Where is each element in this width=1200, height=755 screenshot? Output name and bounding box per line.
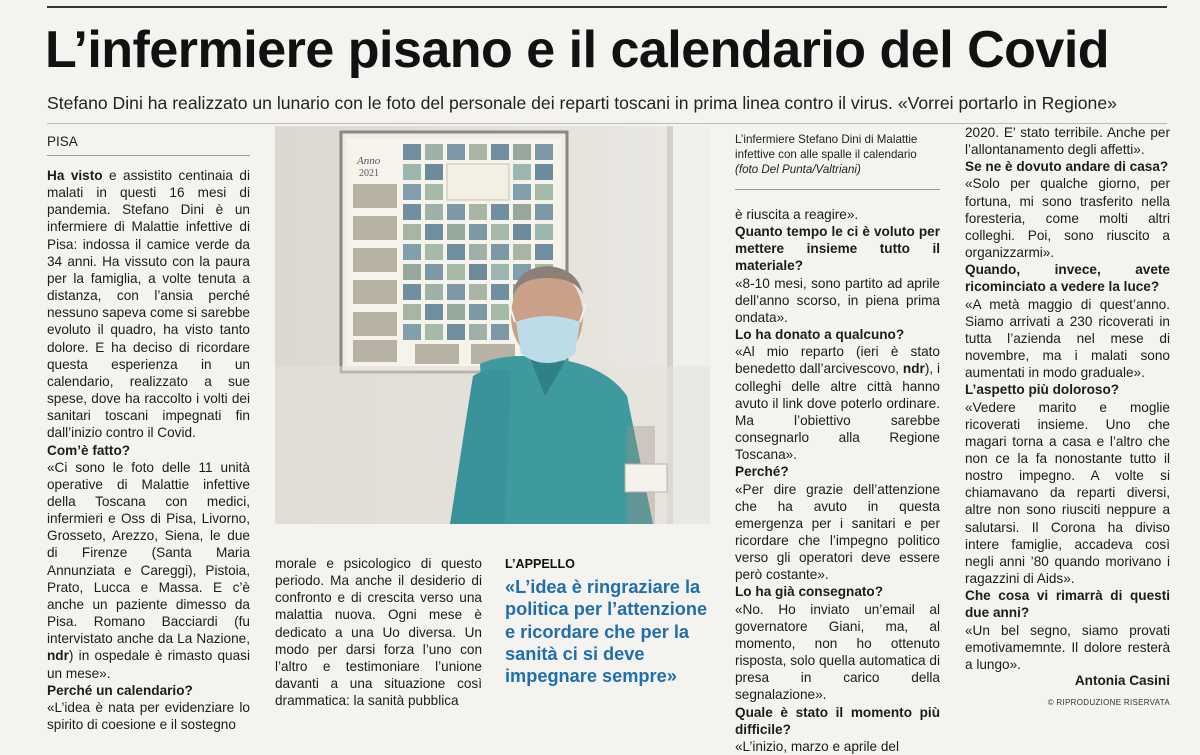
article-column-1 <box>47 167 250 733</box>
article-column-3 <box>735 206 940 755</box>
question: L’aspetto più doloroso? <box>965 382 1120 398</box>
lead-text: e assistito centinaia di malati in questi 16 mesi di pandemia. Stefano Dini è un infermiere di Malattie infettive di Pisa: indossa il camice verde da 34 anni. Ha vissuto con la paura per la famiglia, a volte tenuta a distanza, con l’ansia perché nessuno sapeva come si sarebbe evoluto il quadro, ha visto tanto dolore. E ha deciso di ricordare questa esperienza in un calendario, realizzato a sue spese, dove ha raccolto i volti dei sanitari toscani impegnati fin dall’inizio contro il Covid. <box>47 168 250 441</box>
dateline-divider <box>47 155 250 156</box>
question: Quando, invece, avete ricominciato a vedere la luce? <box>965 262 1170 295</box>
question: Perché un calendario? <box>47 682 193 698</box>
caption-text: L’infermiere Stefano Dini di Malattie infettive con alle spalle il calendario <box>735 133 918 161</box>
question: Lo ha donato a qualcuno? <box>735 327 905 343</box>
dateline: PISA <box>47 134 78 149</box>
lead-paragraph <box>47 167 250 442</box>
answer: «A metà maggio di quest’anno. Siamo arrivati a 230 ricoverati in tutta l’azienda nel mese di novembre, ma i malati sono aumentati in modo graduale». <box>965 296 1170 381</box>
question: Lo ha già consegnato? <box>735 584 884 600</box>
answer-text: ) in ospedale è rimasto quasi un mese». <box>47 648 250 681</box>
body-text: è riuscita a reagire». <box>735 207 859 222</box>
photo-caption <box>735 132 940 177</box>
top-rule <box>47 6 1167 8</box>
question: Quale è stato il momento più difficile? <box>735 704 940 737</box>
pull-quote-label: L’APPELLO <box>505 557 575 571</box>
editor-note: ndr <box>47 648 69 664</box>
nurse-photo-illustration <box>275 126 710 524</box>
caption-divider <box>735 189 940 190</box>
answer: «L’idea è nata per evidenziare lo spirito di coesione e il sostegno <box>47 699 250 732</box>
editor-note: ndr <box>902 361 925 377</box>
photo-credit: (foto Del Punta/Valtriani) <box>735 163 861 176</box>
answer-text: ), i colleghi delle altre città hanno avuto il link dove poterlo ordinare. Ma l’obiettivo sarebbe consegnarlo alla Regione Toscana». <box>735 361 940 463</box>
answer: «8-10 mesi, sono partito ad aprile dell’anno scorso, in piena prima ondata». <box>735 275 940 325</box>
answer <box>47 459 250 682</box>
answer-text: «Al mio reparto (ieri è stato benedetto dall’arcivescovo, <box>735 344 940 377</box>
svg-text:2021: 2021 <box>359 168 379 179</box>
article-column-2 <box>275 555 482 709</box>
answer: «Per dire grazie dell’attenzione che ha avuto in questa emergenza per i sanitari e per ricordare che l’impegno politico verso gli operatori deve essere però costante». <box>735 481 940 583</box>
body-text: morale e psicologico di questo periodo. Ma anche il desiderio di confronto e di crescita verso una malattia nuova. Ogni mese è dedicato a una Uo diversa. Un modo per darsi forza l’uno con l’altro e testimoniare l’unione davanti a una situazione così drammatica: la sanità pubblica <box>275 556 482 709</box>
pull-quote-box <box>505 556 710 687</box>
question: Quanto tempo le ci è voluto per mettere insieme tutto il materiale? <box>735 224 940 274</box>
pull-quote-text: «L’idea è ringraziare la politica per l’attenzione e ricordare che per la sanità ci si deve impegnare sempre» <box>505 577 708 687</box>
answer: «No. Ho inviato un’email al governatore Giani, ma, al momento, non ho ottenuto risposta, solo quella automatica di presa in carico della segnalazione». <box>735 601 940 703</box>
body-text: 2020. E’ stato terribile. Anche per l’allontanamento degli affetti». <box>965 125 1170 158</box>
question: Perché? <box>735 464 789 480</box>
copyright-notice: © RIPRODUZIONE RISERVATA <box>1047 698 1170 707</box>
lead-bold: Ha visto <box>47 168 103 183</box>
answer-text: «Ci sono le foto delle 11 unità operative di Malattie infettive della Toscana con medici, infermieri e Oss di Pisa, Livorno, Grosseto, Arezzo, Siena, le due di Firenze (Santa Maria Annunziata e Careggi), Pistoia, Prato, Lucca e Massa. E c’è anche un paziente dimesso da Pisa. Romano Bacciardi (fu intervistato anche da La Nazione, <box>47 459 250 647</box>
subheadline: Stefano Dini ha realizzato un lunario con le foto del personale dei reparti toscani in prima linea contro il virus. «Vorrei portarlo in Regione» <box>47 93 1117 113</box>
article-column-4 <box>965 124 1170 673</box>
headline: L’infermiere pisano e il calendario del Covid <box>45 21 1110 79</box>
answer: «L’inizio, marzo e aprile del <box>735 738 899 754</box>
answer <box>735 343 940 463</box>
answer: «Solo per qualche giorno, per fortuna, mi sono trasferito nella foresteria, come molti altri colleghi. Poi, sono riuscito a organizzarmi». <box>965 176 1170 261</box>
byline: Antonia Casini <box>1074 673 1170 688</box>
answer: «Vedere marito e moglie ricoverati insieme. Uno che magari torna a casa e l’altro che non ce la fa nonostante tutto il nostro impegno. A volte si chiamavano da reparti diversi, altre non sono riusciti neppure a salutarsi. Il Corona ha diviso intere famiglie, accadeva così negli anni ’80 quando morivano i ragazzini di Aids». <box>965 399 1170 587</box>
article-photo <box>275 126 710 524</box>
question: Se ne è dovuto andare di casa? <box>965 159 1169 175</box>
calendar-title-text: Anno <box>357 155 381 167</box>
answer: «Un bel segno, siamo provati emotivamemnte. Il dolore resterà a lungo». <box>965 622 1170 672</box>
question: Che cosa vi rimarrà di questi due anni? <box>965 588 1170 621</box>
question: Com’è fatto? <box>47 442 131 458</box>
